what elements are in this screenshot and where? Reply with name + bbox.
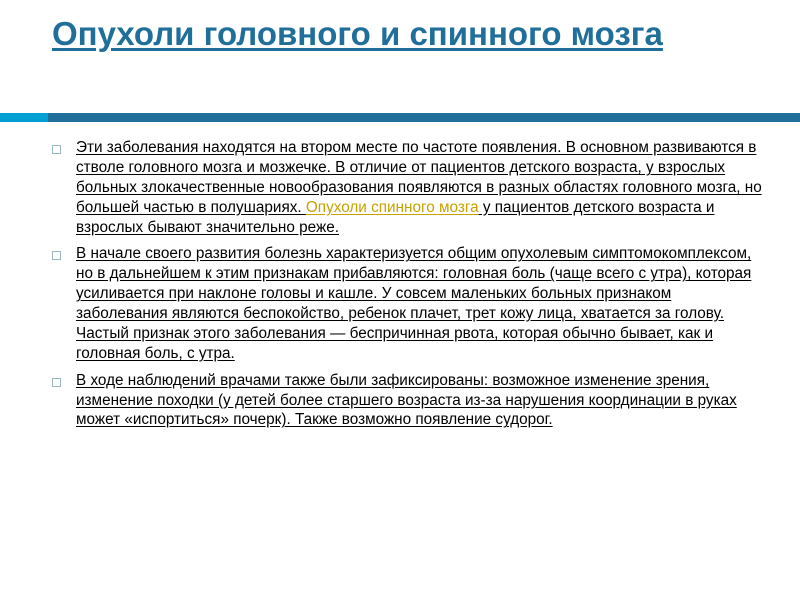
accent-bar-right	[48, 113, 800, 122]
page-title: Опухоли головного и спинного мозга	[52, 15, 663, 52]
square-bullet-icon	[52, 378, 61, 387]
bullet-text-part: Эти заболевания находятся на втором месте по частоте появления. В основном развиваются в стволе головного мозга и мозжечке. В отличие от пациентов детского возраста, у взрослых больных злокачественные новообразования появляются в разных областях головного мозга, но большей частью в полушариях.	[76, 139, 762, 216]
square-bullet-icon	[52, 145, 61, 154]
inline-link[interactable]: Опухоли спинного мозга	[305, 198, 479, 216]
list-item	[52, 371, 764, 431]
bullet-list	[52, 138, 764, 437]
accent-bar-left	[0, 113, 48, 122]
square-bullet-icon	[52, 251, 61, 260]
bullet-text-part: у пациентов детского возраста и взрослых бывают значительно реже.	[76, 198, 715, 236]
list-item	[52, 138, 764, 237]
bullet-paragraph-1	[76, 138, 764, 237]
bullet-paragraph-2: В начале своего развития болезнь характеризуется общим опухолевым симптомокомплексом, но в дальнейшем к этим признакам прибавляются: головная боль (чаще всего с утра), которая усиливается при наклоне головы и кашле. У совсем маленьких больных признаком заболевания являются беспокойство, ребенок плачет, трет кожу лица, хватается за голову. Частый признак этого заболевания — беспричинная рвота, которая обычно бывает, как и головная боль, с утра.	[76, 245, 752, 362]
list-item	[52, 244, 764, 363]
bullet-paragraph-3: В ходе наблюдений врачами также были зафиксированы: возможное изменение зрения, изменение походки (у детей более старшего возраста из-за нарушения координации в руках может «испортиться» почерк). Также возможно появление судорог.	[76, 371, 737, 429]
